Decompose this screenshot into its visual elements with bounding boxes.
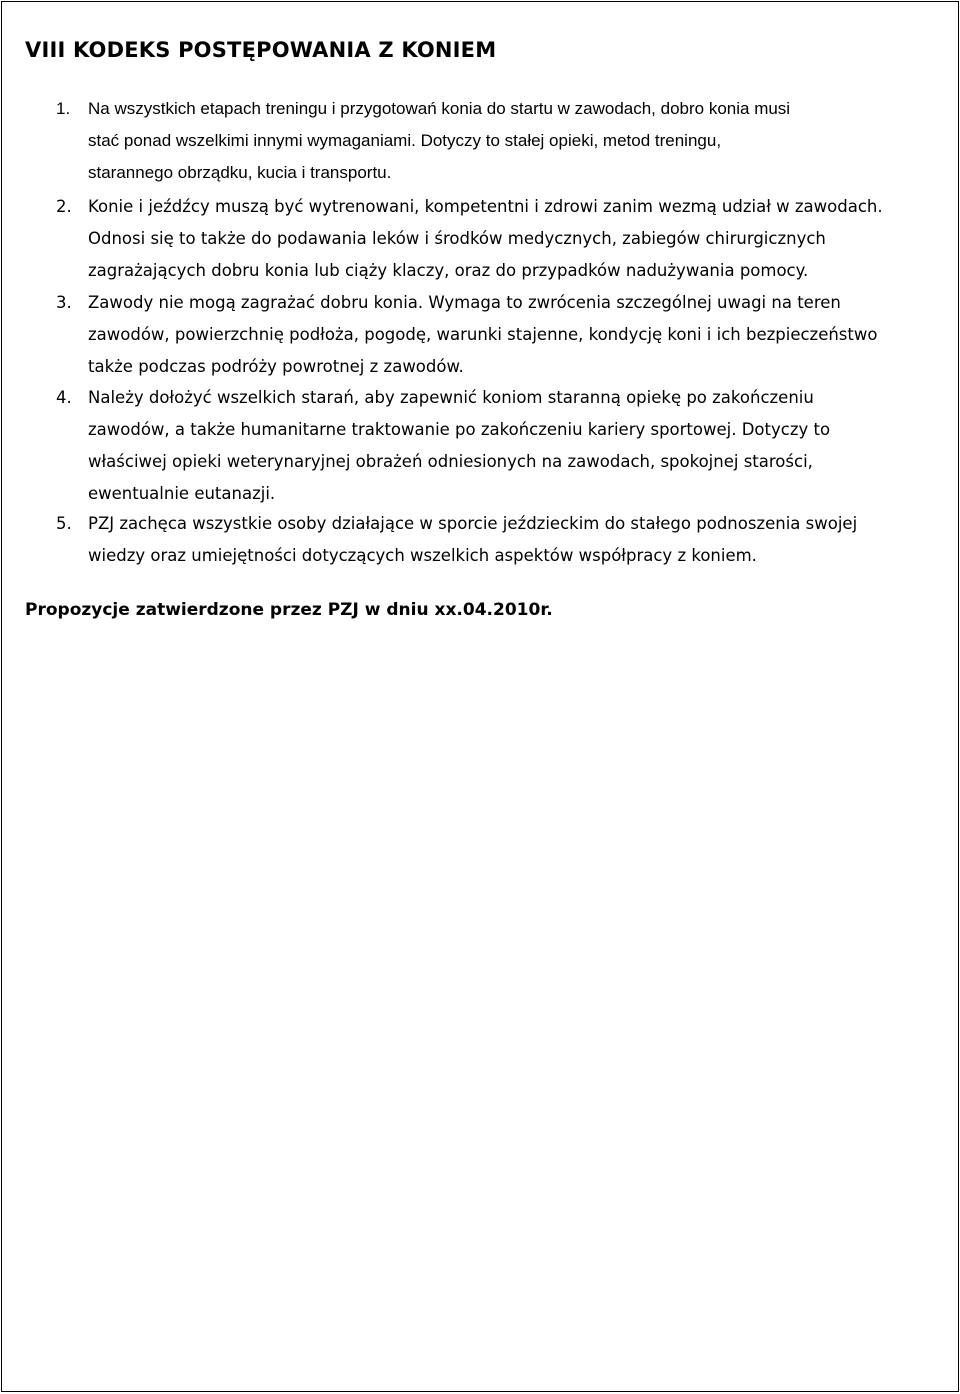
list-item-number: 3. — [56, 293, 72, 312]
list-item-number: 2. — [56, 197, 72, 216]
text-line: stać ponad wszelkimi innymi wymaganiami. Dotyczy to stałej opieki, metod treningu, — [88, 131, 722, 150]
text-line: Odnosi się to także do podawania leków i środków medycznych, zabiegów chirurgicznych — [88, 229, 826, 248]
text-line: właściwej opieki weterynaryjnej obrażeń odniesionych na zawodach, spokojnej starości, — [88, 452, 813, 471]
text-line: zawodów, a także humanitarne traktowanie po zakończeniu kariery sportowej. Dotyczy to — [88, 420, 831, 439]
list-item-4 — [56, 382, 936, 510]
list-item-number: 4. — [56, 388, 72, 407]
document-page — [1, 1, 959, 1392]
text-line: ewentualnie eutanazji. — [88, 484, 276, 503]
list-item-1 — [56, 93, 936, 189]
text-line: zagrażających dobru konia lub ciąży klaczy, oraz do przypadków nadużywania pomocy. — [88, 261, 809, 280]
list-item-text — [88, 93, 936, 189]
list-item-text — [88, 508, 936, 572]
list-item-5 — [56, 508, 936, 572]
list-item-text — [88, 191, 936, 287]
text-line: starannego obrządku, kucia i transportu. — [88, 163, 392, 182]
section-title: VIII KODEKS POSTĘPOWANIA Z KONIEM — [25, 38, 497, 62]
text-line: Zawody nie mogą zagrażać dobru konia. Wymaga to zwrócenia szczególnej uwagi na teren — [88, 293, 841, 312]
list-item-number: 5. — [56, 514, 72, 533]
text-line: także podczas podróży powrotnej z zawodów. — [88, 357, 464, 376]
text-line: PZJ zachęca wszystkie osoby działające w sporcie jeździeckim do stałego podnoszenia swojej — [88, 514, 858, 533]
list-item-text — [88, 382, 936, 510]
list-item-number: 1. — [56, 99, 71, 118]
list-item-text — [88, 287, 936, 383]
list-item-3 — [56, 287, 936, 383]
text-line: Konie i jeźdźcy muszą być wytrenowani, kompetentni i zdrowi zanim wezmą udział w zawodach. — [88, 197, 883, 216]
text-line: zawodów, powierzchnię podłoża, pogodę, warunki stajenne, kondycję koni i ich bezpieczeństwo — [88, 325, 878, 344]
list-item-2 — [56, 191, 936, 287]
text-line: Na wszystkich etapach treningu i przygotowań konia do startu w zawodach, dobro konia musi — [88, 99, 791, 118]
approval-note: Propozycje zatwierdzone przez PZJ w dniu xx.04.2010r. — [25, 600, 553, 620]
text-line: Należy dołożyć wszelkich starań, aby zapewnić koniom staranną opiekę po zakończeniu — [88, 388, 814, 407]
text-line: wiedzy oraz umiejętności dotyczących wszelkich aspektów współpracy z koniem. — [88, 546, 757, 565]
